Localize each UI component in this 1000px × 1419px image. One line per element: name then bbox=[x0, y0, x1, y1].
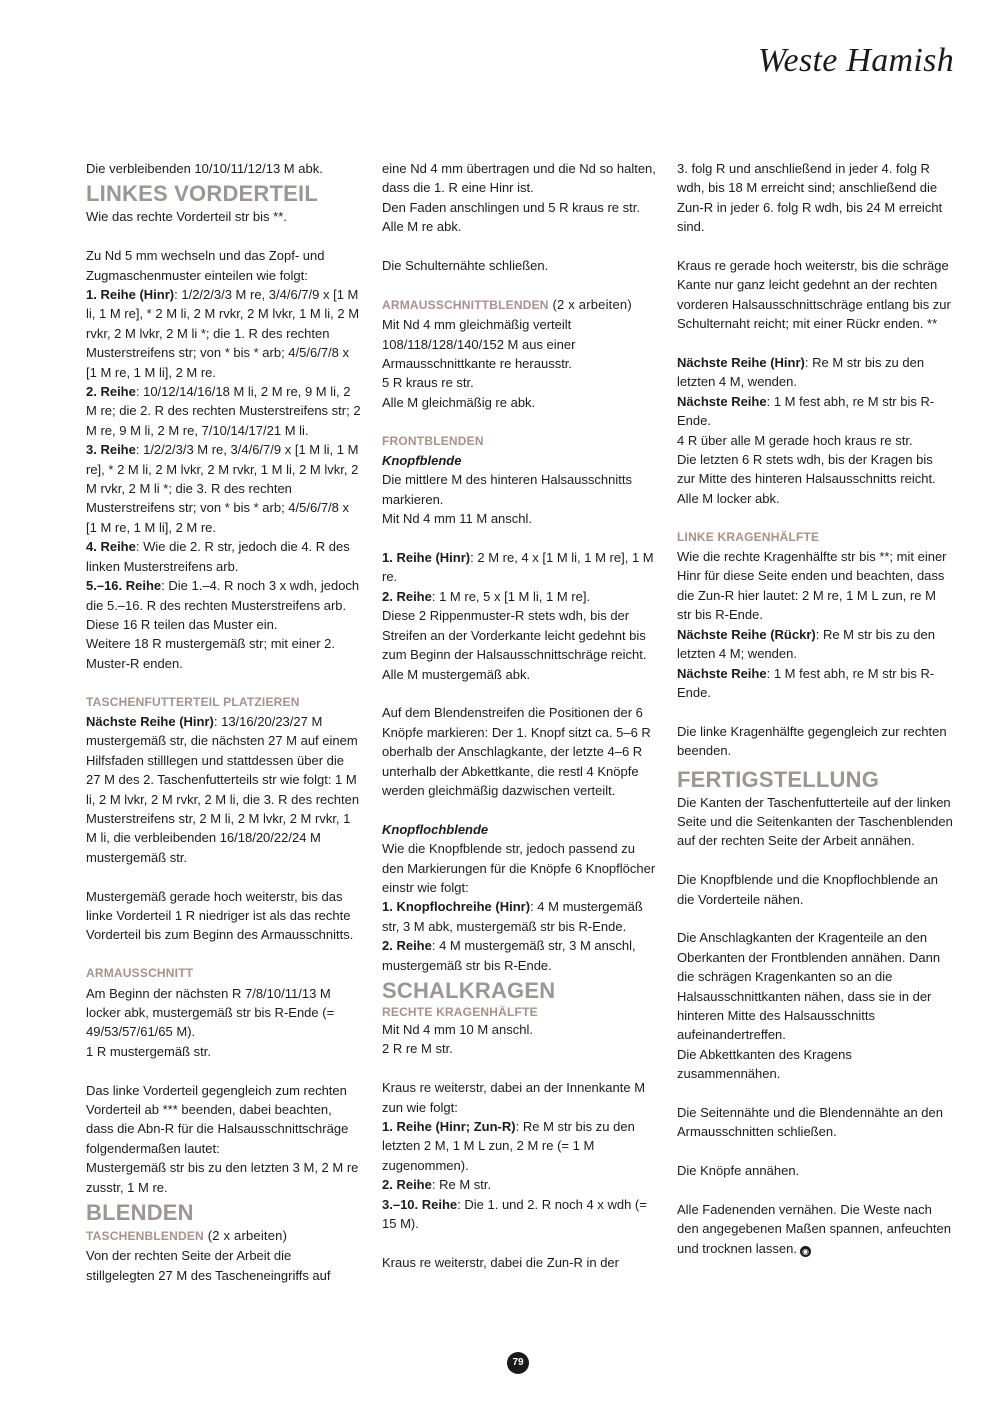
subheading-frontblenden: FRONTBLENDEN bbox=[382, 433, 484, 448]
row-label: 3.–10. Reihe bbox=[382, 1196, 458, 1212]
paragraph: Die Schulternähte schließen. bbox=[382, 258, 549, 274]
section-heading-fertigstellung: FERTIGSTELLUNG bbox=[677, 766, 880, 792]
section-heading-linkes-vorderteil: LINKES VORDERTEIL bbox=[86, 181, 318, 207]
paragraph: Mit Nd 4 mm 10 M anschl. bbox=[382, 1021, 533, 1037]
paragraph: Alle M gleichmäßig re abk. bbox=[382, 394, 536, 410]
paragraph: Die verbleibenden 10/10/11/12/13 M abk. bbox=[86, 161, 323, 176]
paragraph: Mustergemäß gerade hoch weiterstr, bis das linke Vorderteil 1 R niedriger ist als das rechte Vorderteil bis zum Beginn des Armausschnitts. bbox=[86, 888, 354, 943]
paragraph: Von der rechten Seite der Arbeit die stillgelegten 27 M des Tascheneingriffs auf bbox=[86, 1248, 331, 1283]
instruction-row bbox=[382, 936, 658, 975]
paragraph: Wie das rechte Vorderteil str bis **. bbox=[86, 209, 287, 225]
row-label: Nächste Reihe (Hinr) bbox=[677, 355, 805, 371]
page-title: Weste Hamish bbox=[758, 42, 954, 79]
paragraph: 3. folg R und anschließend in jeder 4. folg R wdh, bis 18 M erreicht sind; anschließend die Zun-R in jeder 6. folg R wdh, bis 24 M erreicht sind. bbox=[677, 161, 943, 235]
row-text: : Die 1. und 2. R noch 4 x wdh (= 15 M). bbox=[382, 1196, 647, 1232]
paragraph: Den Faden anschlingen und 5 R kraus re str. bbox=[382, 199, 640, 215]
subheading-text: ARMAUSSCHNITTBLENDEN bbox=[382, 297, 549, 312]
column-right bbox=[677, 159, 953, 1258]
paragraph: Die linke Kragenhälfte gegengleich zur rechten beenden. bbox=[677, 723, 947, 759]
row-label: 1. Knopflochreihe (Hinr) bbox=[382, 899, 531, 915]
instruction-row bbox=[677, 392, 953, 431]
row-text: : 1 M re, 5 x [1 M li, 1 M re]. bbox=[431, 588, 591, 604]
section-heading-schalkragen: SCHALKRAGEN bbox=[382, 977, 556, 1003]
paragraph: Die Anschlagkanten der Kragenteile an den Oberkanten der Frontblenden annähen. Dann die schrägen Kragenkanten so an die Halsausschnittkanten nähen, dass sie in der hinteren Mitte des Halsausschnitts aufeinandertreffen. bbox=[677, 930, 941, 1043]
paragraph: Die Knöpfe annähen. bbox=[677, 1163, 800, 1179]
paragraph: Die Knopfblende und die Knopflochblende an die Vorderteile nähen. bbox=[677, 872, 938, 907]
row-text: : 10/12/14/16/18 M li, 2 M re, 9 M li, 2 M re; die 2. R des rechten Musterstreifens str; 2 M re, 9 M li, 2 M re, 7/10/14/17/21 M li. bbox=[86, 384, 361, 438]
instruction-row bbox=[382, 1175, 658, 1194]
row-text: : Re M str bis zu den letzten 4 M; wenden. bbox=[677, 626, 935, 662]
instruction-row bbox=[382, 587, 658, 606]
paragraph: Kraus re weiterstr, dabei an der Innenkante M zun wie folgt: bbox=[382, 1080, 646, 1115]
row-label: Nächste Reihe bbox=[677, 393, 767, 409]
subheading-taschenblenden bbox=[86, 1226, 362, 1246]
row-label: 1. Reihe (Hinr; Zun-R) bbox=[382, 1118, 516, 1134]
row-label: Nächste Reihe (Rückr) bbox=[677, 626, 816, 642]
row-text: : Re M str bis zu den letzten 2 M, 1 M L zun, 2 M re (= 1 M zugenommen). bbox=[382, 1118, 635, 1173]
subheading-armausschnitt: ARMAUSSCHNITT bbox=[86, 966, 194, 981]
instruction-row bbox=[382, 1117, 658, 1175]
subheading-note: (2 x arbeiten) bbox=[203, 1228, 288, 1244]
row-text: : Die 1.–4. R noch 3 x wdh, jedoch die 5.–16. R des rechten Musterstreifens arb. bbox=[86, 578, 360, 613]
row-label: Nächste Reihe (Hinr) bbox=[86, 713, 214, 729]
instruction-row bbox=[86, 712, 362, 867]
instruction-row bbox=[382, 1195, 658, 1234]
instruction-row bbox=[382, 548, 658, 587]
subheading-note: (2 x arbeiten) bbox=[548, 296, 632, 312]
row-text: : 1/2/2/3/3 M re, 3/4/6/7/9 x [1 M li, 1 M re], * 2 M li, 2 M rvkr, 2 M lvkr, 1 M li, 2 M rvkr, 2 M lvkr, 2 M li *; die 1. R des rechten Musterstreifens str; von * bis * arb; 4/5/6/7/8 x [1 M re, 1 M li], 2 M re. bbox=[86, 287, 360, 380]
column-left bbox=[86, 159, 362, 1285]
paragraph: Mustergemäß str bis zu den letzten 3 M, 2 M re zusstr, 1 M re. bbox=[86, 1160, 359, 1195]
paragraph: Die mittlere M des hinteren Halsausschnitts markieren. bbox=[382, 472, 632, 507]
column-middle bbox=[382, 159, 658, 1272]
row-text: : 4 M mustergemäß str, 3 M anschl, mustergemäß str bis R-Ende. bbox=[382, 938, 636, 973]
instruction-row bbox=[677, 625, 953, 664]
paragraph: Diese 16 R teilen das Muster ein. bbox=[86, 616, 278, 632]
row-text: : Re M str. bbox=[431, 1177, 492, 1193]
paragraph-text: Alle Fadenenden vernähen. Die Weste nach den angegebenen Maßen spannen, anfeuchten und trocknen lassen. bbox=[677, 1201, 951, 1256]
row-text: : Re M str bis zu den letzten 4 M, wenden. bbox=[677, 355, 925, 390]
instruction-row bbox=[86, 537, 362, 576]
row-text: : 2 M re, 4 x [1 M li, 1 M re], 1 M re. bbox=[382, 550, 654, 585]
section-heading-blenden: BLENDEN bbox=[86, 1200, 194, 1226]
instruction-row bbox=[86, 382, 362, 440]
row-text: : 13/16/20/23/27 M mustergemäß str, die nächsten 27 M auf einem Hilfsfaden stilllegen und stattdessen über die 27 M des 2. Taschenfutterteils str wie folgt: 1 M li, 2 M lvkr, 2 M rvkr, 2 M li, die 3. R des rechten Musterstreifens str, 2 M li, 2 M lvkr, 2 M rvkr, 1 M li, die verbleibenden 16/18/20/22/24 M mustergemäß str. bbox=[86, 713, 360, 865]
paragraph: Kraus re gerade hoch weiterstr, bis die schräge Kante nur ganz leicht gedehnt an der rechten vorderen Halsausschnittschräge entlang bis zur Schulternaht reicht; mit einer Rückr enden. ** bbox=[677, 258, 951, 332]
row-label: 2. Reihe bbox=[382, 938, 432, 954]
row-text: : 1 M fest abh, re M str bis R-Ende. bbox=[677, 393, 935, 429]
paragraph: eine Nd 4 mm übertragen und die Nd so halten, dass die 1. R eine Hinr ist. bbox=[382, 161, 656, 196]
paragraph-final bbox=[677, 1200, 953, 1258]
paragraph: Alle M re abk. bbox=[382, 219, 462, 235]
paragraph: Alle M mustergemäß abk. bbox=[382, 666, 531, 682]
row-label: 1. Reihe (Hinr) bbox=[86, 287, 175, 303]
paragraph: Wie die Knopfblende str, jedoch passend zu den Markierungen für die Knöpfe 6 Knopflöcher einstr wie folgt: bbox=[382, 841, 656, 895]
paragraph: 2 R re M str. bbox=[382, 1041, 453, 1057]
row-label: 5.–16. Reihe bbox=[86, 578, 162, 594]
instruction-row bbox=[677, 353, 953, 392]
instruction-row bbox=[86, 576, 362, 615]
row-label: 1. Reihe (Hinr) bbox=[382, 550, 471, 566]
paragraph: Zu Nd 5 mm wechseln und das Zopf- und Zugmaschenmuster einteilen wie folgt: bbox=[86, 248, 325, 283]
paragraph: Die letzten 6 R stets wdh, bis der Kragen bis zur Mitte des hinteren Halsausschnitts reicht. bbox=[677, 452, 936, 487]
row-text: : 1/2/2/3/3 M re, 3/4/6/7/9 x [1 M li, 1 M re], * 2 M li, 2 M lvkr, 2 M rvkr, 1 M li, 2 M lvkr, 2 M rvkr, 2 M li *; die 3. R des rechten Musterstreifens str; von * bis * arb; 4/5/6/7/8 x [1 M re, 1 M li], 2 M re. bbox=[86, 442, 359, 535]
paragraph: Alle M locker abk. bbox=[677, 490, 780, 506]
instruction-row bbox=[382, 897, 658, 936]
subheading-knopfblende: Knopfblende bbox=[382, 453, 462, 469]
row-label: 2. Reihe bbox=[382, 588, 432, 604]
paragraph: 4 R über alle M gerade hoch kraus re str. bbox=[677, 432, 913, 448]
paragraph: 5 R kraus re str. bbox=[382, 375, 474, 391]
row-label: 2. Reihe bbox=[86, 384, 136, 400]
subheading-linke-kragenhaelfte: LINKE KRAGENHÄLFTE bbox=[677, 529, 820, 544]
paragraph: Mit Nd 4 mm gleichmäßig verteilt 108/118/128/140/152 M aus einer Armausschnittkante re herausstr. bbox=[382, 317, 576, 372]
page-number: 79 bbox=[507, 1352, 529, 1374]
subheading-knopflochblende: Knopflochblende bbox=[382, 821, 489, 837]
row-label: Nächste Reihe bbox=[677, 665, 767, 681]
row-label: 4. Reihe bbox=[86, 539, 136, 555]
paragraph: Die Abkettkanten des Kragens zusammennähen. bbox=[677, 1046, 852, 1082]
paragraph: Diese 2 Rippenmuster-R stets wdh, bis der Streifen an der Vorderkante leicht gedehnt bis zum Beginn der Halsausschnittschräge reicht. bbox=[382, 608, 647, 663]
subheading-text: TASCHENBLENDEN bbox=[86, 1229, 204, 1244]
instruction-row bbox=[86, 285, 362, 382]
paragraph: Weitere 18 R mustergemäß str; mit einer 2. Muster-R enden. bbox=[86, 636, 336, 671]
row-text: : 4 M mustergemäß str, 3 M abk, mustergemäß str bis R-Ende. bbox=[382, 899, 643, 934]
row-text: : Wie die 2. R str, jedoch die 4. R des linken Musterstreifens arb. bbox=[86, 539, 350, 574]
subheading-rechte-kragenhaelfte: RECHTE KRAGENHÄLFTE bbox=[382, 1004, 538, 1019]
end-mark-icon: ◉ bbox=[800, 1246, 811, 1257]
paragraph: Das linke Vorderteil gegengleich zum rechten Vorderteil ab *** beenden, dabei beachten, dass die Abn-R für die Halsausschnittschräge folgendermaßen lautet: bbox=[86, 1082, 349, 1156]
paragraph: Kraus re weiterstr, dabei die Zun-R in der bbox=[382, 1254, 619, 1270]
paragraph: Wie die rechte Kragenhälfte str bis **; mit einer Hinr für diese Seite enden und beachten, dass die Zun-R hier lautet: 2 M re, 1 M L zun, re M str bis R-Ende. bbox=[677, 549, 947, 623]
paragraph: 1 R mustergemäß str. bbox=[86, 1043, 211, 1059]
instruction-row bbox=[86, 440, 362, 537]
instruction-row bbox=[677, 664, 953, 703]
paragraph: Auf dem Blendenstreifen die Positionen der 6 Knöpfe markieren: Der 1. Knopf sitzt ca. 5–6 R oberhalb der Anschlagkante, der letzte 4–6 R unterhalb der Abkettkante, die restl 4 Knöpfe werden gleichmäßig dazwischen verteilt. bbox=[382, 705, 651, 798]
subheading-armausschnittblenden bbox=[382, 295, 658, 315]
paragraph: Die Kanten der Taschenfutterteile auf der linken Seite und die Seitenkanten der Taschenblenden auf der rechten Seite der Arbeit annähen. bbox=[677, 794, 953, 849]
paragraph: Die Seitennähte und die Blendennähte an den Armausschnitten schließen. bbox=[677, 1104, 943, 1140]
row-label: 2. Reihe bbox=[382, 1177, 432, 1193]
paragraph: Mit Nd 4 mm 11 M anschl. bbox=[382, 511, 533, 527]
subheading-taschenfutterteil: TASCHENFUTTERTEIL PLATZIEREN bbox=[86, 694, 300, 709]
row-text: : 1 M fest abh, re M str bis R-Ende. bbox=[677, 665, 935, 700]
row-label: 3. Reihe bbox=[86, 442, 136, 458]
paragraph: Am Beginn der nächsten R 7/8/10/11/13 M locker abk, mustergemäß str bis R-Ende (= 49/53/57/61/65 M). bbox=[86, 985, 335, 1040]
